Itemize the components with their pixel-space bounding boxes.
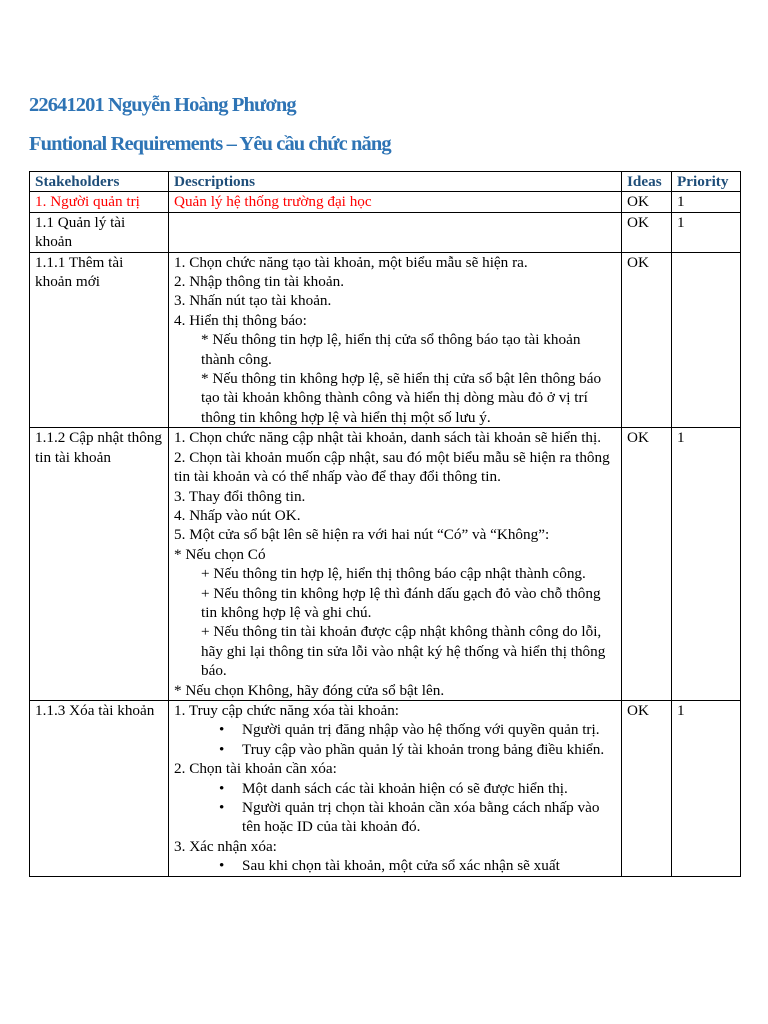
bullet-list (174, 856, 616, 875)
step-text: 1. Truy cập chức năng xóa tài khoản: (174, 701, 400, 719)
step-text: 1. Chọn chức năng tạo tài khoản, một biểu mẫu sẽ hiện ra. (174, 253, 528, 271)
step-text: 2. Chọn tài khoản muốn cập nhật, sau đó một biểu mẫu sẽ hiện ra thông tin tài khoản và có thể nhấp vào để thay đổi thông tin. (174, 448, 610, 486)
list-item: • Người quản trị đăng nhập vào hệ thống với quyền quản trị. (242, 720, 616, 739)
description-cell: Quản lý hệ thống trường đại học (169, 192, 622, 212)
list-item: • Một danh sách các tài khoản hiện có sẽ được hiển thị. (242, 779, 616, 798)
stakeholder-cell: 1.1.2 Cập nhật thông tin tài khoản (30, 428, 169, 701)
ideas-cell: OK (622, 428, 672, 701)
sub-step-text: + Nếu thông tin không hợp lệ thì đánh dấu gạch đỏ vào chỗ thông tin không hợp lệ và ghi chú. (201, 584, 601, 621)
priority-cell (672, 252, 741, 428)
step-text: 4. Nhấp vào nút OK. (174, 506, 301, 524)
table-row (30, 252, 741, 428)
header-priority: Priority (672, 172, 741, 192)
table-row (30, 700, 741, 876)
table-row (30, 192, 741, 212)
header-ideas: Ideas (622, 172, 672, 192)
priority-cell: 1 (672, 700, 741, 876)
table-header-row (30, 172, 741, 192)
bullet-list (174, 779, 616, 837)
step-text: 3. Nhấn nút tạo tài khoản. (174, 292, 332, 310)
header-stakeholders: Stakeholders (30, 172, 169, 192)
header-descriptions: Descriptions (169, 172, 622, 192)
step-text: 3. Xác nhận xóa: (174, 837, 277, 855)
description-cell (169, 700, 622, 876)
list-item: • Sau khi chọn tài khoản, một cửa sổ xác nhận sẽ xuất (242, 856, 616, 875)
requirements-table (29, 171, 741, 877)
sub-step-text: + Nếu thông tin hợp lệ, hiển thị thông báo cập nhật thành công. (201, 565, 586, 583)
stakeholder-cell: 1. Người quản trị (30, 192, 169, 212)
step-text: * Nếu chọn Không, hãy đóng cửa sổ bật lên. (174, 681, 445, 699)
step-text: 5. Một cửa sổ bật lên sẽ hiện ra với hai nút “Có” và “Không”: (174, 526, 550, 544)
stakeholder-cell: 1.1.3 Xóa tài khoản (30, 700, 169, 876)
step-text: 2. Chọn tài khoản cần xóa: (174, 760, 337, 778)
ideas-cell: OK (622, 700, 672, 876)
priority-cell: 1 (672, 192, 741, 212)
table-row (30, 212, 741, 252)
section-title: Funtional Requirements – Yêu cầu chức năng (29, 133, 391, 155)
sub-step-text: * Nếu thông tin không hợp lệ, sẽ hiển thị cửa sổ bật lên thông báo tạo tài khoản không thành công và hiển thị dòng màu đỏ ở vị trí thông tin không hợp lệ và hiển thị một số lưu ý. (201, 370, 602, 426)
table-row (30, 428, 741, 701)
ideas-cell: OK (622, 192, 672, 212)
step-text: 4. Hiển thị thông báo: (174, 311, 307, 329)
stakeholder-cell: 1.1 Quản lý tài khoản (30, 212, 169, 252)
description-cell (169, 252, 622, 428)
step-text: 3. Thay đổi thông tin. (174, 487, 306, 505)
ideas-cell: OK (622, 252, 672, 428)
author-heading: 22641201 Nguyễn Hoàng Phương (29, 94, 296, 116)
sub-step-text: * Nếu thông tin hợp lệ, hiển thị cửa sổ thông báo tạo tài khoản thành công. (201, 331, 581, 368)
description-cell (169, 212, 622, 252)
ideas-cell: OK (622, 212, 672, 252)
list-item: • Người quản trị chọn tài khoản cần xóa bằng cách nhấp vào tên hoặc ID của tài khoản đó. (242, 798, 616, 837)
step-text: 2. Nhập thông tin tài khoản. (174, 273, 344, 291)
bullet-list (174, 720, 616, 759)
stakeholder-cell: 1.1.1 Thêm tài khoản mới (30, 252, 169, 428)
sub-step-text: + Nếu thông tin tài khoản được cập nhật không thành công do lỗi, hãy ghi lại thông tin sửa lỗi vào nhật ký hệ thống và hiển thị thông báo. (201, 623, 606, 680)
list-item: • Truy cập vào phần quản lý tài khoản trong bảng điều khiển. (242, 740, 616, 759)
priority-cell: 1 (672, 428, 741, 701)
description-cell (169, 428, 622, 701)
step-text: 1. Chọn chức năng cập nhật tài khoản, danh sách tài khoản sẽ hiển thị. (174, 429, 602, 447)
priority-cell: 1 (672, 212, 741, 252)
step-text: * Nếu chọn Có (174, 545, 266, 563)
